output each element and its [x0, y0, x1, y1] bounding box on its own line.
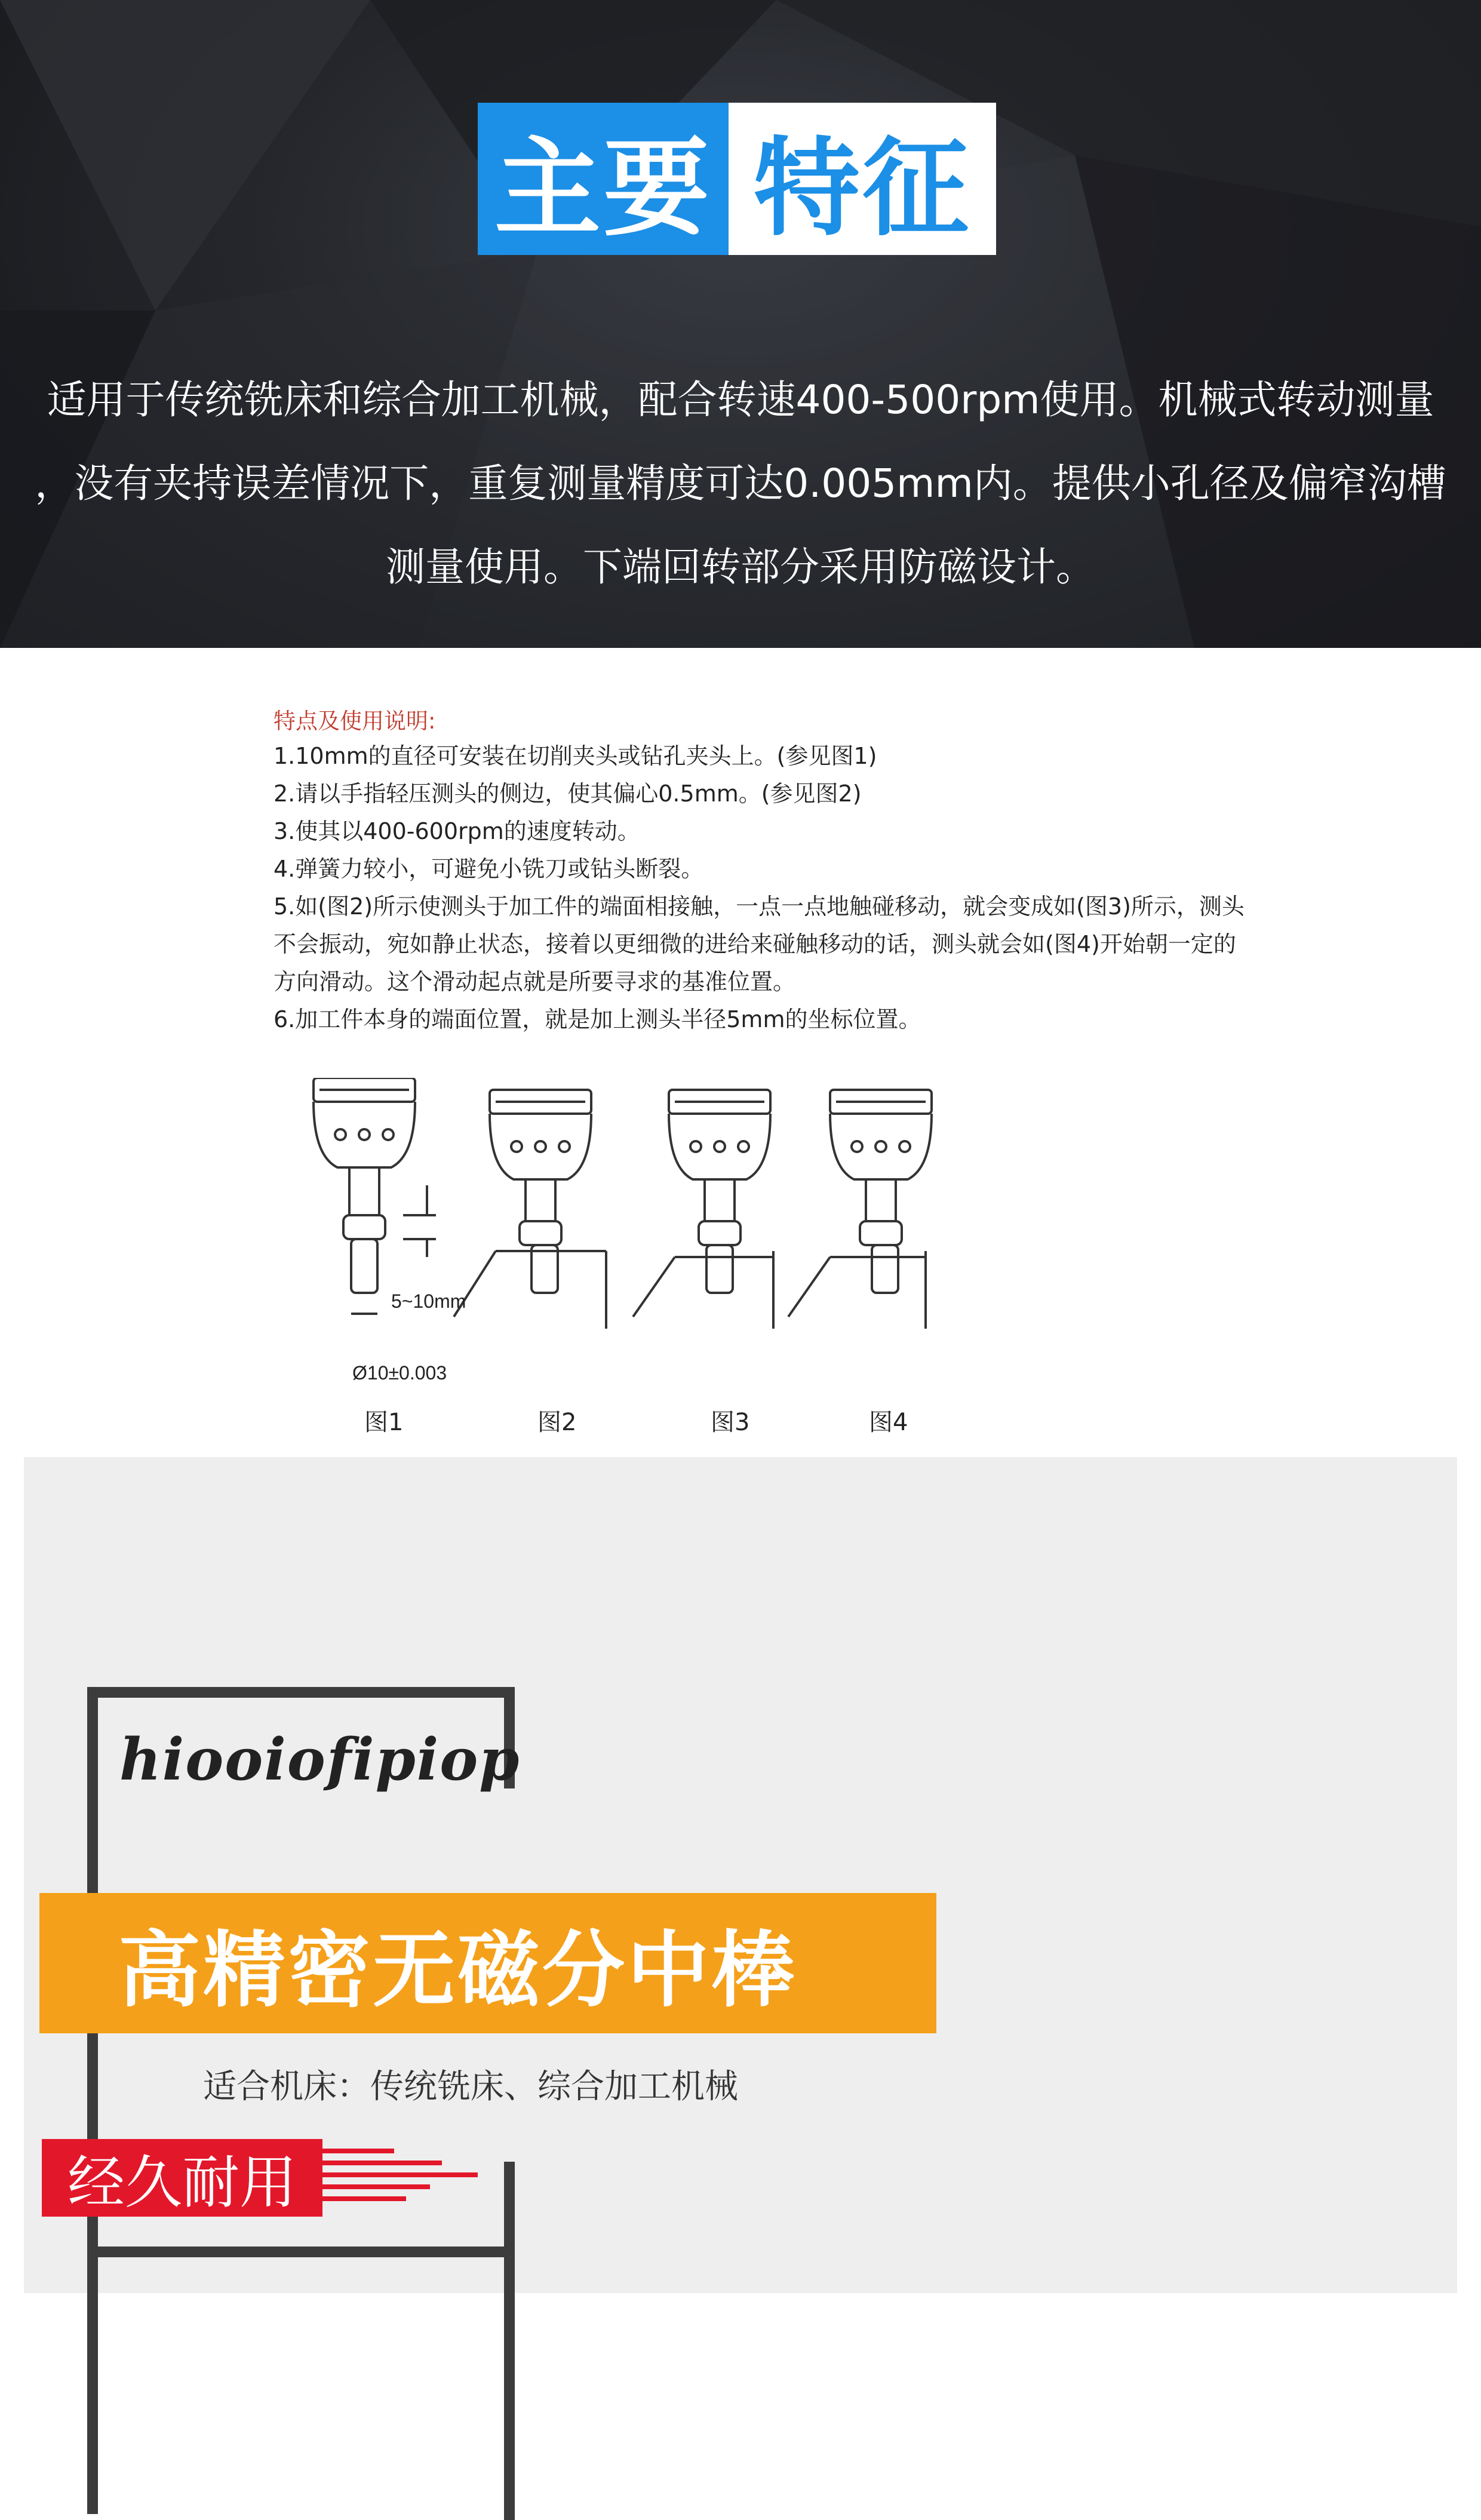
description-line: 测量使用。下端回转部分采用防磁设计。 [386, 544, 1095, 590]
frame-border [87, 1687, 98, 2514]
edge-finder-diagram [293, 1078, 961, 1448]
figure-label: 图2 [537, 1409, 577, 1436]
instructions-title: 特点及使用说明: [274, 708, 436, 734]
product-section [24, 1457, 1457, 2293]
instruction-item: 4.弹簧力较小，可避免小铣刀或钻头断裂。 [274, 856, 704, 882]
suitable-machines: 适合机床：传统铣床、综合加工机械 [203, 2067, 738, 2106]
figure-label: 图4 [869, 1409, 908, 1436]
title-part-2: 特征 [729, 103, 996, 255]
instruction-item: 1.10mm的直径可安装在切削夹头或钻孔夹头上。(参见图1) [274, 743, 877, 769]
figure-4-drawing [788, 1090, 932, 1329]
frame-border [87, 1687, 515, 1698]
instruction-item: 方向滑动。这个滑动起点就是所要寻求的基准位置。 [274, 969, 796, 995]
feature-description [18, 358, 1463, 609]
description-line: 适用于传统铣床和综合加工机械，配合转速400-500rpm使用。机械式转动测量 [47, 377, 1434, 423]
frame-border [87, 2247, 515, 2257]
title-part-1: 主要 [478, 103, 729, 255]
instructions-list [274, 737, 1360, 1038]
product-name: 高精密无磁分中棒 [118, 1922, 797, 2018]
instruction-item: 不会振动，宛如静止状态，接着以更细微的进给来碰触移动的话，测头就会如(图4)开始朝一定的 [274, 931, 1236, 957]
hero-section [0, 0, 1481, 648]
figure-label: 图3 [711, 1409, 750, 1436]
instruction-item: 6.加工件本身的端面位置，就是加上测头半径5mm的坐标位置。 [274, 1006, 921, 1032]
instructions-section [0, 648, 1481, 1457]
section-title [478, 103, 996, 255]
usage-figures [293, 1078, 961, 1448]
instruction-item: 3.使其以400-600rpm的速度转动。 [274, 818, 640, 844]
dimension-label: 5~10mm [391, 1290, 466, 1312]
figure-3-drawing [633, 1090, 773, 1329]
speed-lines-icon [322, 2139, 502, 2217]
frame-border [504, 2162, 515, 2520]
figure-label: 图1 [364, 1409, 404, 1436]
figure-1-drawing [314, 1078, 436, 1314]
description-line: ，没有夹持误差情况下，重复测量精度可达0.005mm内。提供小孔径及偏窄沟槽 [35, 460, 1446, 506]
durable-badge: 经久耐用 [42, 2139, 322, 2217]
diameter-label: Ø10±0.003 [352, 1362, 447, 1384]
brand-logo: hiooiofipiop [119, 1726, 521, 1793]
product-name-banner [39, 1893, 936, 2033]
instruction-item: 5.如(图2)所示使测头于加工件的端面相接触，一点一点地触碰移动，就会变成如(图3)所示，测头 [274, 893, 1245, 920]
instruction-item: 2.请以手指轻压测头的侧边，使其偏心0.5mm。(参见图2) [274, 780, 862, 807]
figure-2-drawing [454, 1090, 606, 1329]
